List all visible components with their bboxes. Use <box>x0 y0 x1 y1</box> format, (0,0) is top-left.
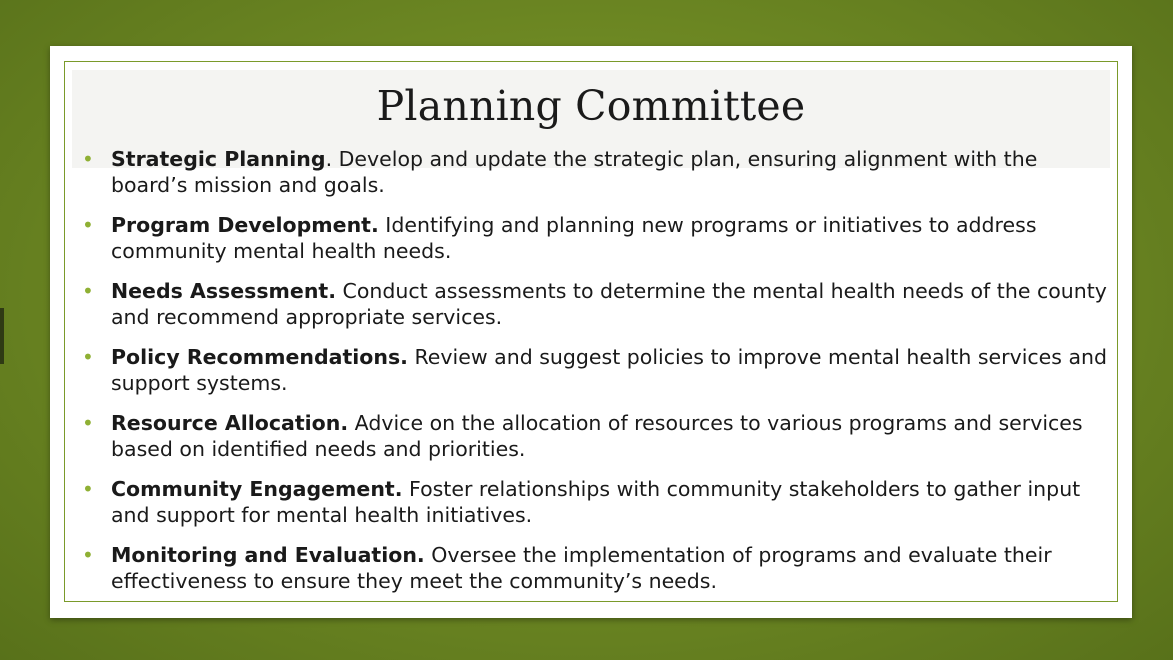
bullet-term: Policy Recommendations. <box>111 345 408 369</box>
bullet-text: Review and suggest policies to improve mental health services and support systems. <box>111 345 1108 395</box>
list-item <box>80 476 1110 528</box>
list-item <box>80 344 1110 396</box>
bullet-term: Program Development. <box>111 213 379 237</box>
bullet-dot-icon: • <box>82 213 94 237</box>
bullet-text: . Develop and update the strategic plan, ensuring alignment with the board’s mission and goals. <box>111 147 1038 197</box>
bullet-dot-icon: • <box>82 411 94 435</box>
bullet-text: Advice on the allocation of resources to various programs and services based on identified needs and priorities. <box>111 411 1083 461</box>
bullet-text: Foster relationships with community stakeholders to gather input and support for mental health initiatives. <box>111 477 1081 527</box>
list-item <box>80 146 1110 198</box>
list-item <box>80 542 1110 594</box>
bullet-dot-icon: • <box>82 279 94 303</box>
slide-title: Planning Committee <box>376 82 806 130</box>
bullet-term: Strategic Planning <box>111 147 326 171</box>
bullet-term: Needs Assessment. <box>111 279 336 303</box>
list-item <box>80 410 1110 462</box>
bullet-dot-icon: • <box>82 477 94 501</box>
list-item <box>80 278 1110 330</box>
bullet-text: Conduct assessments to determine the mental health needs of the county and recommend appropriate services. <box>111 279 1107 329</box>
side-panel-handle[interactable] <box>0 308 4 364</box>
bullet-text: Identifying and planning new programs or initiatives to address community mental health needs. <box>111 213 1037 263</box>
bullet-dot-icon: • <box>82 345 94 369</box>
bullet-term: Community Engagement. <box>111 477 403 501</box>
bullet-list <box>80 146 1110 608</box>
bullet-text: Oversee the implementation of programs and evaluate their effectiveness to ensure they meet the community’s needs. <box>111 543 1052 593</box>
slide <box>50 46 1132 618</box>
bullet-term: Monitoring and Evaluation. <box>111 543 425 567</box>
bullet-dot-icon: • <box>82 147 94 171</box>
bullet-term: Resource Allocation. <box>111 411 349 435</box>
bullet-dot-icon: • <box>82 543 94 567</box>
list-item <box>80 212 1110 264</box>
